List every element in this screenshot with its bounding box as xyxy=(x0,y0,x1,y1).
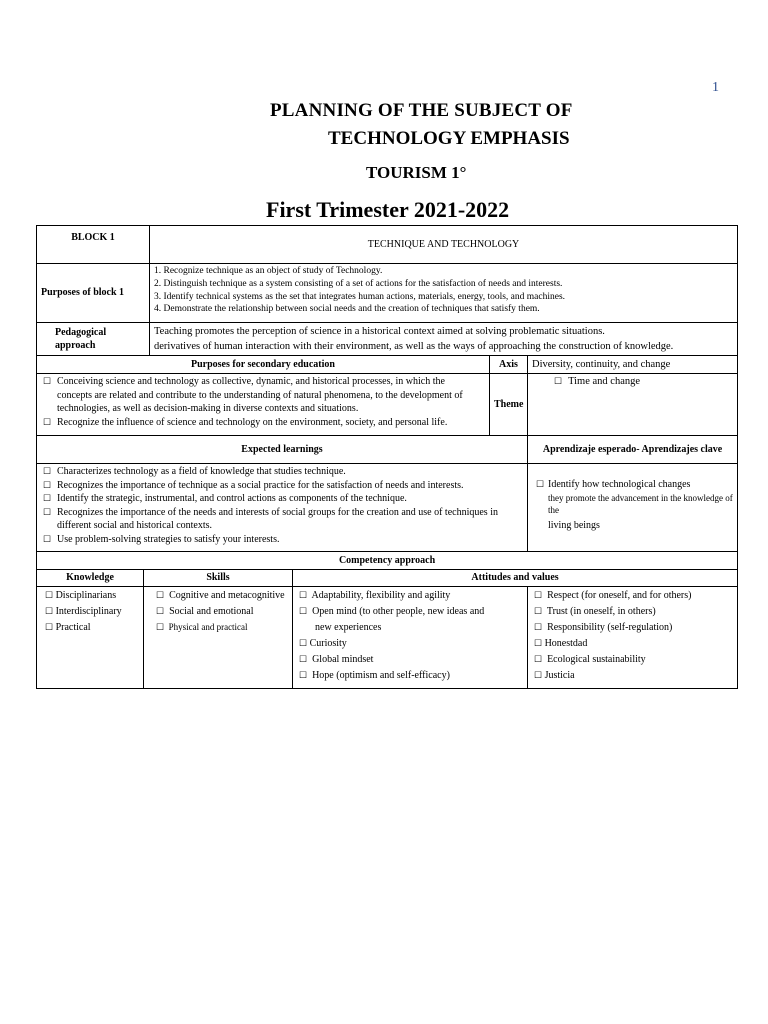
purposes-block-row xyxy=(37,264,738,323)
checkbox-icon: ☐ xyxy=(156,589,165,600)
attitude-item: ☐ Honestdad xyxy=(534,637,588,649)
secondary-header-row xyxy=(37,356,738,374)
checkbox-icon: ☐ xyxy=(534,589,543,600)
page-number: 1 xyxy=(712,80,719,95)
attitude-item: ☐ Respect (for oneself, and for others) xyxy=(534,589,692,601)
checkbox-icon: ☐ xyxy=(299,589,308,600)
secondary-item: ☐ Recognize the influence of science and technology on the environment, society, and personal life. xyxy=(43,416,448,428)
checkbox-icon: ☐ xyxy=(156,605,165,616)
competency-subheader-row xyxy=(37,570,738,587)
purpose-item: 2. Distinguish technique as a system consisting of a set of actions for the satisfaction of needs and interests. xyxy=(154,278,563,289)
attitudes-right-list xyxy=(528,586,738,688)
key-learning-content xyxy=(528,464,738,552)
expected-header-row xyxy=(37,436,738,464)
expected-item: ☐ Identify the strategic, instrumental, and control actions as components of the technique. xyxy=(43,493,407,505)
purpose-item: 1. Recognize technique as an object of study of Technology. xyxy=(154,266,383,276)
checkbox-icon: ☐ xyxy=(554,376,563,387)
checkbox-icon: ☐ xyxy=(45,621,54,632)
purpose-item: 4. Demonstrate the relationship between social needs and the creation of techniques that satisfy them. xyxy=(154,304,540,315)
attitudes-left-list xyxy=(293,586,528,688)
pedagogical-line: derivatives of human interaction with their environment, as well as the ways of approaching the construction of knowledge. xyxy=(154,341,674,353)
checkbox-icon: ☐ xyxy=(45,605,54,616)
checkbox-icon: ☐ xyxy=(534,653,543,664)
theme-value-cell xyxy=(528,374,738,436)
checkbox-icon: ☐ xyxy=(43,416,52,427)
skills-item: ☐ Physical and practical xyxy=(156,621,248,632)
secondary-content-row xyxy=(37,374,738,436)
checkbox-icon: ☐ xyxy=(534,605,543,616)
expected-content xyxy=(37,464,528,552)
checkbox-icon: ☐ xyxy=(534,669,543,680)
checkbox-icon: ☐ xyxy=(536,479,545,490)
checkbox-icon: ☐ xyxy=(534,621,543,632)
knowledge-item: ☐ Disciplinarians xyxy=(45,589,117,601)
expected-content-row xyxy=(37,464,738,552)
skills-item: ☐ Cognitive and metacognitive xyxy=(156,589,285,601)
theme-label: Theme xyxy=(490,374,528,436)
checkbox-icon: ☐ xyxy=(43,506,52,517)
attitude-item: ☐ Ecological sustainability xyxy=(534,653,646,665)
expected-item: ☐ Use problem-solving strategies to satisfy your interests. xyxy=(43,533,280,545)
purposes-block-label: Purposes of block 1 xyxy=(37,264,150,323)
expected-item: ☐ Characterizes technology as a field of knowledge that studies technique. xyxy=(43,466,346,478)
secondary-content xyxy=(37,374,490,436)
attitudes-header: Attitudes and values xyxy=(293,570,738,587)
competency-header: Competency approach xyxy=(37,552,738,570)
checkbox-icon: ☐ xyxy=(299,653,308,664)
purposes-block-content xyxy=(150,264,738,323)
axis-label: Axis xyxy=(490,356,528,374)
attitude-item: ☐ Open mind (to other people, new ideas and new experiences xyxy=(299,605,485,633)
knowledge-item: ☐ Practical xyxy=(45,621,91,633)
attitude-item: ☐ Trust (in oneself, in others) xyxy=(534,605,656,617)
checkbox-icon: ☐ xyxy=(156,621,165,632)
key-learning-line: living beings xyxy=(548,520,600,532)
checkbox-icon: ☐ xyxy=(534,637,543,648)
checkbox-icon: ☐ xyxy=(43,376,52,387)
checkbox-icon: ☐ xyxy=(43,493,52,504)
checkbox-icon: ☐ xyxy=(43,479,52,490)
skills-header: Skills xyxy=(144,570,293,587)
skills-list xyxy=(144,586,293,688)
title-line-2: TECHNOLOGY EMPHASIS xyxy=(328,128,570,149)
attitude-item: ☐ Hope (optimism and self-efficacy) xyxy=(299,669,450,681)
purpose-item: 3. Identify technical systems as the set that integrates human actions, materials, energy, tools, and machines. xyxy=(154,291,566,302)
pedagogical-label: Pedagogical approach xyxy=(37,323,150,356)
block-value: TECHNIQUE AND TECHNOLOGY xyxy=(150,226,738,264)
attitude-item: ☐ Justicia xyxy=(534,669,575,681)
competency-content-row xyxy=(37,586,738,688)
knowledge-header: Knowledge xyxy=(37,570,144,587)
axis-value: Diversity, continuity, and change xyxy=(528,356,738,374)
knowledge-list xyxy=(37,586,144,688)
attitude-item: ☐ Responsibility (self-regulation) xyxy=(534,621,673,633)
theme-value: Time and change xyxy=(568,376,641,388)
pedagogical-line: Teaching promotes the perception of science in a historical context aimed at solving problematic situations. xyxy=(154,326,605,337)
checkbox-icon: ☐ xyxy=(45,589,54,600)
expected-item: ☐ Recognizes the importance of technique as a social practice for the satisfaction of needs and interests. xyxy=(43,479,464,491)
title-line-3: TOURISM 1° xyxy=(366,163,467,182)
checkbox-icon: ☐ xyxy=(299,637,308,648)
block-row xyxy=(37,226,738,264)
attitude-item: ☐ Adaptability, flexibility and agility xyxy=(299,589,451,601)
key-learning-line: they promote the advancement in the knowledge of the xyxy=(548,492,733,516)
planning-table xyxy=(36,225,738,689)
skills-item: ☐ Social and emotional xyxy=(156,605,254,617)
checkbox-icon: ☐ xyxy=(43,466,52,477)
attitude-item: ☐ Global mindset xyxy=(299,653,374,665)
key-learning-line: Identify how technological changes xyxy=(548,479,691,491)
competency-header-row xyxy=(37,552,738,570)
title-line-1: PLANNING OF THE SUBJECT OF xyxy=(270,100,573,121)
checkbox-icon: ☐ xyxy=(43,533,52,544)
knowledge-item: ☐ Interdisciplinary xyxy=(45,605,122,617)
pedagogical-row xyxy=(37,323,738,356)
title-line-4: First Trimester 2021-2022 xyxy=(266,197,510,222)
secondary-header: Purposes for secondary education xyxy=(37,356,490,374)
expected-item: ☐ Recognizes the importance of the needs and interests of social groups for the creation and use of techniques in different social and historical contexts. xyxy=(43,506,498,532)
key-learning-header: Aprendizaje esperado- Aprendizajes clave xyxy=(528,436,738,464)
pedagogical-content xyxy=(150,323,738,356)
attitude-item: ☐ Curiosity xyxy=(299,637,347,649)
secondary-item: ☐ Conceiving science and technology as collective, dynamic, and historical processes, in which the concepts are related and contribute to the understanding of natural phenomena, to the development of technologies, as well as decision-making in diverse contexts and situations. xyxy=(43,376,463,415)
checkbox-icon: ☐ xyxy=(299,669,308,680)
expected-header: Expected learnings xyxy=(37,436,528,464)
checkbox-icon: ☐ xyxy=(299,605,308,616)
block-label: BLOCK 1 xyxy=(37,226,150,264)
